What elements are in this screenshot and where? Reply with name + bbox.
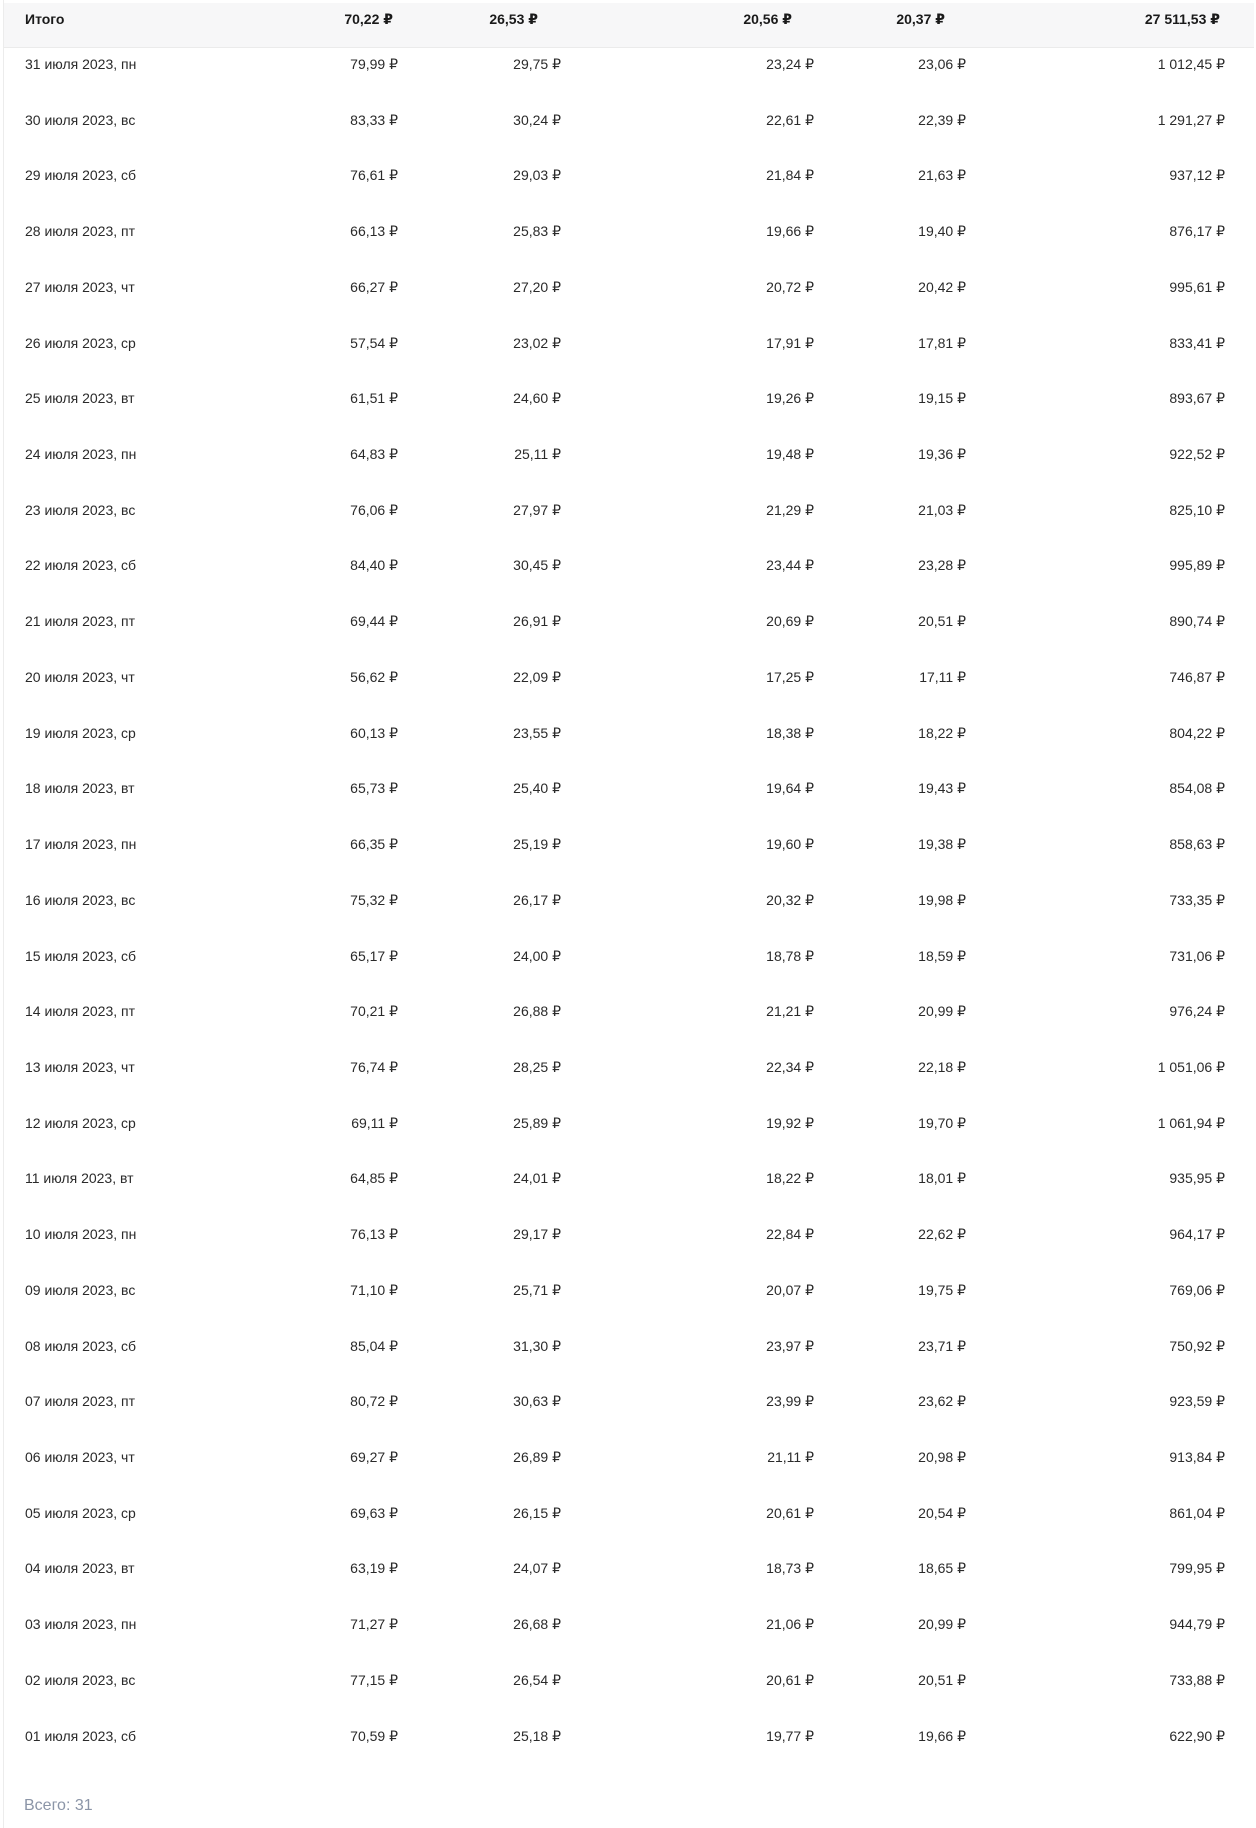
row-cell-1: 66,13 ₽: [350, 223, 398, 240]
row-cell-1: 65,17 ₽: [350, 947, 398, 964]
row-cell-2: 26,88 ₽: [513, 1003, 561, 1020]
table-row: [4, 500, 1254, 520]
row-cell-5: 935,95 ₽: [1169, 1170, 1225, 1187]
row-cell-3: 20,61 ₽: [766, 1671, 814, 1688]
totals-cell-3: 20,56 ₽: [743, 11, 792, 27]
row-cell-5: 944,79 ₽: [1169, 1616, 1225, 1633]
row-cell-4: 20,99 ₽: [918, 1616, 966, 1633]
row-cell-1: 69,27 ₽: [350, 1449, 398, 1465]
row-cell-2: 27,97 ₽: [513, 501, 561, 518]
row-cell-2: 27,20 ₽: [513, 278, 561, 295]
row-cell-1: 83,33 ₽: [350, 111, 398, 128]
row-cell-5: 750,92 ₽: [1169, 1337, 1225, 1354]
row-cell-3: 20,32 ₽: [766, 891, 814, 908]
row-cell-2: 25,18 ₽: [513, 1727, 561, 1744]
table-row: [4, 1280, 1254, 1300]
row-cell-4: 20,51 ₽: [918, 1671, 966, 1688]
table-row: [4, 1447, 1254, 1467]
row-cell-3: 22,61 ₽: [766, 111, 814, 128]
table-row: [4, 1001, 1254, 1021]
table-row: [4, 1057, 1254, 1077]
row-cell-4: 19,36 ₽: [918, 446, 966, 463]
row-cell-2: 26,15 ₽: [513, 1504, 561, 1521]
table-row: [4, 723, 1254, 743]
row-cell-5: 964,17 ₽: [1169, 1226, 1225, 1243]
row-cell-5: 937,12 ₽: [1169, 167, 1225, 184]
row-date: 20 июля 2023, чт: [25, 668, 135, 685]
row-cell-5: 923,59 ₽: [1169, 1393, 1225, 1410]
row-cell-5: 913,84 ₽: [1169, 1449, 1225, 1465]
row-cell-3: 22,34 ₽: [766, 1058, 814, 1075]
table-row: [4, 1224, 1254, 1244]
row-cell-2: 29,75 ₽: [513, 56, 561, 72]
row-cell-3: 20,61 ₽: [766, 1504, 814, 1521]
table-row: [4, 277, 1254, 297]
table-row: [4, 778, 1254, 798]
row-cell-4: 22,62 ₽: [918, 1226, 966, 1243]
row-cell-5: 769,06 ₽: [1169, 1281, 1225, 1298]
table-row: [4, 1558, 1254, 1578]
row-cell-3: 20,72 ₽: [766, 278, 814, 295]
row-cell-4: 18,65 ₽: [918, 1560, 966, 1577]
row-date: 08 июля 2023, сб: [25, 1337, 137, 1354]
row-cell-1: 76,13 ₽: [350, 1226, 398, 1243]
row-date: 03 июля 2023, пн: [25, 1616, 137, 1633]
row-date: 18 июля 2023, вт: [25, 780, 135, 797]
row-cell-1: 76,06 ₽: [350, 501, 398, 518]
row-cell-5: 854,08 ₽: [1169, 780, 1225, 797]
row-cell-2: 26,17 ₽: [513, 891, 561, 908]
totals-cell-1: 70,22 ₽: [344, 11, 393, 27]
row-date: 22 июля 2023, сб: [25, 557, 137, 574]
row-cell-3: 20,07 ₽: [766, 1281, 814, 1298]
row-cell-4: 21,03 ₽: [918, 501, 966, 518]
row-date: 17 июля 2023, пн: [25, 836, 137, 853]
row-cell-1: 75,32 ₽: [350, 891, 398, 908]
row-cell-2: 24,01 ₽: [513, 1170, 561, 1187]
row-cell-4: 17,11 ₽: [919, 668, 966, 685]
row-cell-2: 24,60 ₽: [513, 390, 561, 407]
row-cell-4: 20,99 ₽: [918, 1003, 966, 1020]
totals-row: [4, 3, 1254, 48]
row-cell-1: 69,11 ₽: [351, 1114, 398, 1131]
row-cell-1: 80,72 ₽: [350, 1393, 398, 1410]
row-date: 09 июля 2023, вс: [25, 1281, 136, 1298]
row-cell-3: 19,48 ₽: [766, 446, 814, 463]
row-cell-2: 29,03 ₽: [513, 167, 561, 184]
row-date: 26 июля 2023, ср: [25, 334, 136, 351]
row-cell-2: 22,09 ₽: [513, 668, 561, 685]
table-row: [4, 1614, 1254, 1634]
row-cell-4: 20,51 ₽: [918, 613, 966, 630]
row-cell-1: 84,40 ₽: [350, 557, 398, 574]
row-cell-1: 64,85 ₽: [350, 1170, 398, 1187]
row-cell-5: 746,87 ₽: [1169, 668, 1225, 685]
row-cell-5: 922,52 ₽: [1169, 446, 1225, 463]
row-cell-2: 23,55 ₽: [513, 724, 561, 741]
row-cell-2: 25,40 ₽: [513, 780, 561, 797]
row-date: 19 июля 2023, ср: [25, 724, 136, 741]
table-row: [4, 1336, 1254, 1356]
table-row: [4, 333, 1254, 353]
row-cell-5: 1 291,27 ₽: [1157, 111, 1225, 128]
row-cell-3: 23,24 ₽: [766, 56, 814, 72]
row-cell-1: 56,62 ₽: [350, 668, 398, 685]
row-date: 31 июля 2023, пн: [25, 56, 137, 72]
row-date: 15 июля 2023, сб: [25, 947, 137, 964]
row-cell-2: 30,45 ₽: [513, 557, 561, 574]
row-cell-5: 995,61 ₽: [1169, 278, 1225, 295]
row-cell-2: 26,68 ₽: [513, 1616, 561, 1633]
row-cell-4: 20,54 ₽: [918, 1504, 966, 1521]
row-cell-4: 18,22 ₽: [918, 724, 966, 741]
row-cell-3: 23,97 ₽: [766, 1337, 814, 1354]
row-cell-1: 66,35 ₽: [350, 836, 398, 853]
row-date: 28 июля 2023, пт: [25, 223, 136, 240]
row-date: 05 июля 2023, ср: [25, 1504, 136, 1521]
row-cell-4: 23,71 ₽: [918, 1337, 966, 1354]
row-cell-3: 17,25 ₽: [766, 668, 814, 685]
row-cell-5: 893,67 ₽: [1169, 390, 1225, 407]
row-cell-3: 19,26 ₽: [766, 390, 814, 407]
row-cell-4: 19,40 ₽: [918, 223, 966, 240]
row-cell-4: 19,70 ₽: [918, 1114, 966, 1131]
row-date: 29 июля 2023, сб: [25, 167, 137, 184]
row-cell-3: 21,21 ₽: [766, 1003, 814, 1020]
row-cell-1: 70,59 ₽: [350, 1727, 398, 1744]
row-cell-4: 19,38 ₽: [918, 836, 966, 853]
row-date: 23 июля 2023, вс: [25, 501, 136, 518]
row-date: 06 июля 2023, чт: [25, 1449, 135, 1465]
row-cell-4: 19,98 ₽: [918, 891, 966, 908]
row-cell-3: 19,77 ₽: [766, 1727, 814, 1744]
table-row: [4, 1503, 1254, 1523]
row-cell-3: 19,64 ₽: [766, 780, 814, 797]
row-date: 27 июля 2023, чт: [25, 278, 135, 295]
row-cell-1: 66,27 ₽: [350, 278, 398, 295]
row-cell-5: 890,74 ₽: [1169, 613, 1225, 630]
row-cell-1: 64,83 ₽: [350, 446, 398, 463]
row-date: 30 июля 2023, вс: [25, 111, 136, 128]
row-cell-3: 21,11 ₽: [767, 1449, 814, 1465]
row-cell-1: 61,51 ₽: [350, 390, 398, 407]
table-row: [4, 165, 1254, 185]
table-row: [4, 946, 1254, 966]
row-date: 11 июля 2023, вт: [25, 1170, 134, 1187]
row-cell-1: 69,44 ₽: [350, 613, 398, 630]
row-date: 21 июля 2023, пт: [25, 613, 136, 630]
row-cell-1: 77,15 ₽: [350, 1671, 398, 1688]
row-date: 13 июля 2023, чт: [25, 1058, 135, 1075]
row-cell-2: 25,19 ₽: [513, 836, 561, 853]
row-cell-2: 25,71 ₽: [513, 1281, 561, 1298]
row-cell-3: 21,29 ₽: [766, 501, 814, 518]
row-cell-5: 861,04 ₽: [1169, 1504, 1225, 1521]
row-cell-4: 17,81 ₽: [918, 334, 966, 351]
row-cell-3: 22,84 ₽: [766, 1226, 814, 1243]
row-date: 10 июля 2023, пн: [25, 1226, 137, 1243]
row-date: 02 июля 2023, вс: [25, 1671, 136, 1688]
row-cell-2: 23,02 ₽: [513, 334, 561, 351]
row-cell-1: 76,74 ₽: [350, 1058, 398, 1075]
row-cell-5: 731,06 ₽: [1169, 947, 1225, 964]
row-cell-3: 18,22 ₽: [766, 1170, 814, 1187]
row-cell-5: 833,41 ₽: [1169, 334, 1225, 351]
row-cell-1: 63,19 ₽: [350, 1560, 398, 1577]
row-cell-1: 85,04 ₽: [350, 1337, 398, 1354]
table-row: [4, 221, 1254, 241]
row-cell-4: 22,39 ₽: [918, 111, 966, 128]
table-row: [4, 555, 1254, 575]
table-row: [4, 1670, 1254, 1690]
totals-cell-2: 26,53 ₽: [489, 11, 538, 27]
row-cell-5: 825,10 ₽: [1169, 501, 1225, 518]
row-date: 01 июля 2023, сб: [25, 1727, 137, 1744]
row-cell-4: 20,98 ₽: [918, 1449, 966, 1465]
row-date: 24 июля 2023, пн: [25, 446, 137, 463]
row-cell-3: 18,38 ₽: [766, 724, 814, 741]
table-row: [4, 110, 1254, 130]
table-row: [4, 834, 1254, 854]
row-cell-1: 76,61 ₽: [350, 167, 398, 184]
row-cell-2: 28,25 ₽: [513, 1058, 561, 1075]
row-cell-1: 57,54 ₽: [350, 334, 398, 351]
table-row: [4, 1168, 1254, 1188]
totals-cell-5: 27 511,53 ₽: [1144, 11, 1220, 27]
row-cell-4: 23,06 ₽: [918, 56, 966, 72]
row-cell-4: 19,66 ₽: [918, 1727, 966, 1744]
row-cell-4: 18,01 ₽: [918, 1170, 966, 1187]
row-cell-5: 733,88 ₽: [1169, 1671, 1225, 1688]
row-cell-3: 19,66 ₽: [766, 223, 814, 240]
row-cell-2: 25,11 ₽: [514, 446, 561, 463]
row-cell-4: 19,75 ₽: [918, 1281, 966, 1298]
row-cell-1: 65,73 ₽: [350, 780, 398, 797]
row-cell-2: 24,07 ₽: [513, 1560, 561, 1577]
table-row: [4, 54, 1254, 74]
row-cell-1: 71,27 ₽: [350, 1616, 398, 1633]
table-row: [4, 1726, 1254, 1746]
row-cell-1: 71,10 ₽: [350, 1281, 398, 1298]
table-row: [4, 890, 1254, 910]
total-count: Всего: 31: [24, 1797, 93, 1814]
row-cell-5: 799,95 ₽: [1169, 1560, 1225, 1577]
table-row: [4, 1113, 1254, 1133]
row-cell-2: 30,24 ₽: [513, 111, 561, 128]
row-cell-5: 995,89 ₽: [1169, 557, 1225, 574]
row-cell-2: 26,91 ₽: [513, 613, 561, 630]
row-cell-5: 733,35 ₽: [1169, 891, 1225, 908]
row-cell-3: 18,73 ₽: [766, 1560, 814, 1577]
row-date: 14 июля 2023, пт: [25, 1003, 136, 1020]
row-cell-5: 1 061,94 ₽: [1157, 1114, 1225, 1131]
row-cell-3: 17,91 ₽: [766, 334, 814, 351]
row-cell-4: 18,59 ₽: [918, 947, 966, 964]
row-cell-5: 976,24 ₽: [1169, 1003, 1225, 1020]
row-cell-2: 25,89 ₽: [513, 1114, 561, 1131]
row-date: 12 июля 2023, ср: [25, 1114, 136, 1131]
row-cell-1: 79,99 ₽: [350, 56, 398, 72]
row-cell-3: 19,60 ₽: [766, 836, 814, 853]
totals-label: Итого: [25, 11, 65, 27]
row-cell-3: 19,92 ₽: [766, 1114, 814, 1131]
row-cell-4: 23,28 ₽: [918, 557, 966, 574]
row-cell-4: 22,18 ₽: [918, 1058, 966, 1075]
row-cell-2: 25,83 ₽: [513, 223, 561, 240]
row-cell-4: 23,62 ₽: [918, 1393, 966, 1410]
table-row: [4, 1391, 1254, 1411]
row-date: 16 июля 2023, вс: [25, 891, 136, 908]
row-cell-1: 70,21 ₽: [350, 1003, 398, 1020]
row-cell-3: 23,99 ₽: [766, 1393, 814, 1410]
row-cell-3: 21,06 ₽: [766, 1616, 814, 1633]
row-cell-2: 26,54 ₽: [513, 1671, 561, 1688]
row-cell-2: 30,63 ₽: [513, 1393, 561, 1410]
row-cell-4: 19,43 ₽: [918, 780, 966, 797]
table-row: [4, 444, 1254, 464]
report-table: [3, 0, 1254, 1828]
row-cell-1: 60,13 ₽: [350, 724, 398, 741]
row-cell-2: 29,17 ₽: [513, 1226, 561, 1243]
row-cell-2: 31,30 ₽: [513, 1337, 561, 1354]
row-cell-2: 26,89 ₽: [513, 1449, 561, 1465]
row-cell-5: 1 051,06 ₽: [1157, 1058, 1225, 1075]
table-row: [4, 388, 1254, 408]
row-cell-2: 24,00 ₽: [513, 947, 561, 964]
row-cell-3: 23,44 ₽: [766, 557, 814, 574]
row-cell-3: 21,84 ₽: [766, 167, 814, 184]
row-cell-3: 20,69 ₽: [766, 613, 814, 630]
row-cell-5: 858,63 ₽: [1169, 836, 1225, 853]
row-cell-5: 876,17 ₽: [1169, 223, 1225, 240]
row-cell-4: 21,63 ₽: [918, 167, 966, 184]
row-date: 25 июля 2023, вт: [25, 390, 135, 407]
row-cell-4: 19,15 ₽: [918, 390, 966, 407]
table-row: [4, 667, 1254, 687]
row-cell-1: 69,63 ₽: [350, 1504, 398, 1521]
totals-cell-4: 20,37 ₽: [896, 11, 945, 27]
row-cell-5: 622,90 ₽: [1169, 1727, 1225, 1744]
row-cell-5: 1 012,45 ₽: [1157, 56, 1225, 72]
row-cell-4: 20,42 ₽: [918, 278, 966, 295]
row-date: 04 июля 2023, вт: [25, 1560, 135, 1577]
table-row: [4, 611, 1254, 631]
row-cell-5: 804,22 ₽: [1169, 724, 1225, 741]
row-date: 07 июля 2023, пт: [25, 1393, 136, 1410]
row-cell-3: 18,78 ₽: [766, 947, 814, 964]
